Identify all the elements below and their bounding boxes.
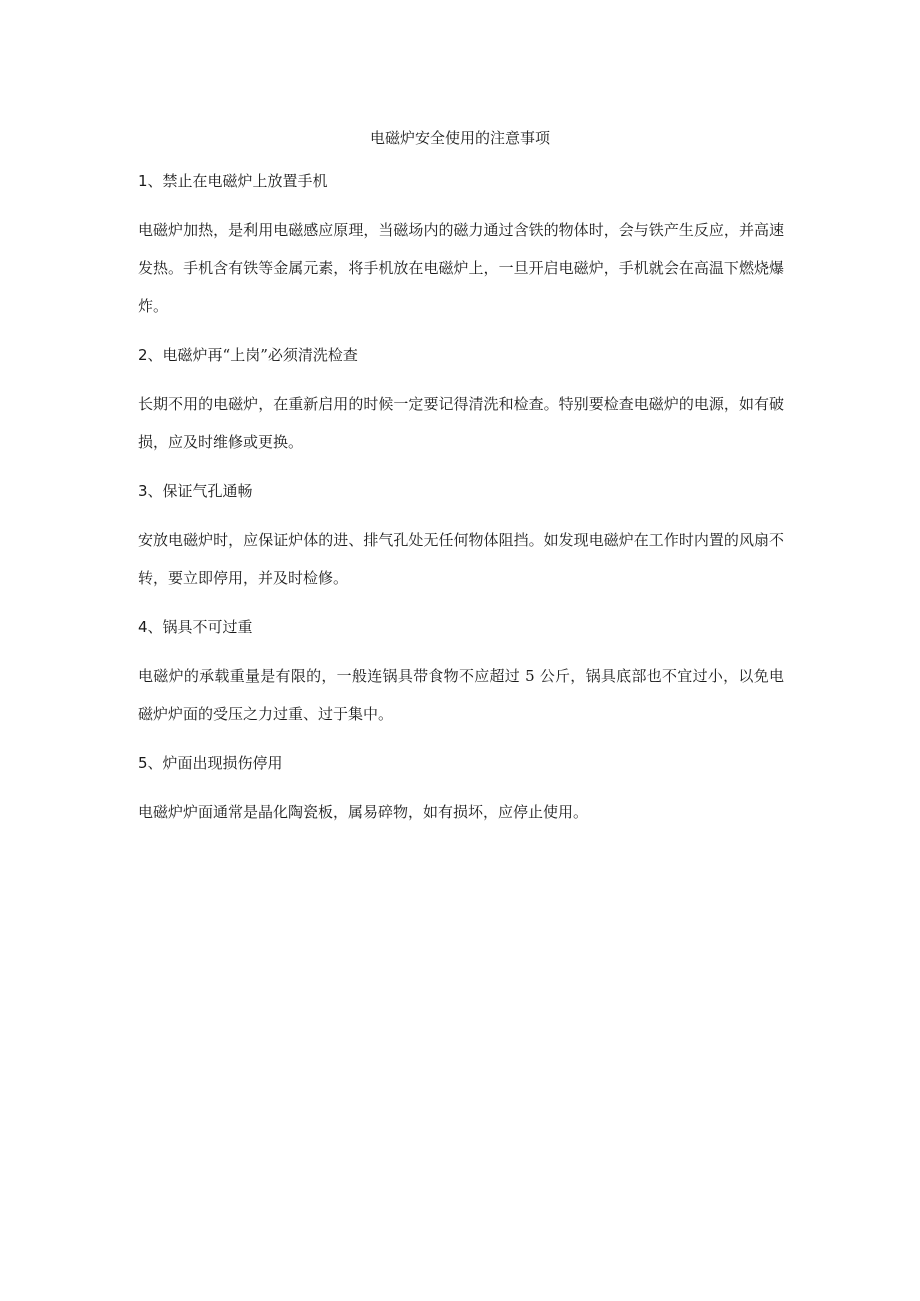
- section-heading: [138, 344, 784, 366]
- section-3: [138, 480, 784, 597]
- section-body: 电磁炉的承载重量是有限的，一般连锅具带食物不应超过 5 公斤，锅具底部也不宜过小，以免电磁炉炉面的受压之力过重、过于集中。: [138, 667, 784, 723]
- section-number: 2: [138, 346, 148, 364]
- document-content: [138, 170, 784, 850]
- document-title: 电磁炉安全使用的注意事项: [369, 129, 550, 147]
- section-heading: [138, 752, 784, 774]
- section-body: 电磁炉加热，是利用电磁感应原理，当磁场内的磁力通过含铁的物体时，会与铁产生反应，并高速发热。手机含有铁等金属元素，将手机放在电磁炉上，一旦开启电磁炉，手机就会在高温下燃烧爆炸。: [138, 221, 784, 315]
- section-body: 电磁炉炉面通常是晶化陶瓷板，属易碎物，如有损坏，应停止使用。: [138, 803, 589, 821]
- section-heading-text: 、电磁炉再“上岗”必须清洗检查: [147, 346, 358, 364]
- section-number: 3: [138, 482, 148, 500]
- section-heading-text: 、锅具不可过重: [147, 618, 253, 636]
- section-1: [138, 170, 784, 325]
- section-heading: [138, 480, 784, 502]
- section-2: [138, 344, 784, 461]
- section-number: 1: [138, 172, 148, 190]
- section-body: 安放电磁炉时，应保证炉体的进、排气孔处无任何物体阻挡。如发现电磁炉在工作时内置的风扇不转，要立即停用，并及时检修。: [138, 531, 784, 587]
- section-body: 长期不用的电磁炉，在重新启用的时候一定要记得清洗和检查。特别要检查电磁炉的电源，如有破损，应及时维修或更换。: [138, 395, 784, 451]
- section-4: [138, 616, 784, 733]
- section-heading: [138, 170, 784, 192]
- section-number: 5: [138, 754, 148, 772]
- section-heading: [138, 616, 784, 638]
- section-number: 4: [138, 618, 148, 636]
- section-5: [138, 752, 784, 831]
- section-heading-text: 、保证气孔通畅: [147, 482, 253, 500]
- section-heading-text: 、禁止在电磁炉上放置手机: [147, 172, 328, 190]
- section-heading-text: 、炉面出现损伤停用: [147, 754, 283, 772]
